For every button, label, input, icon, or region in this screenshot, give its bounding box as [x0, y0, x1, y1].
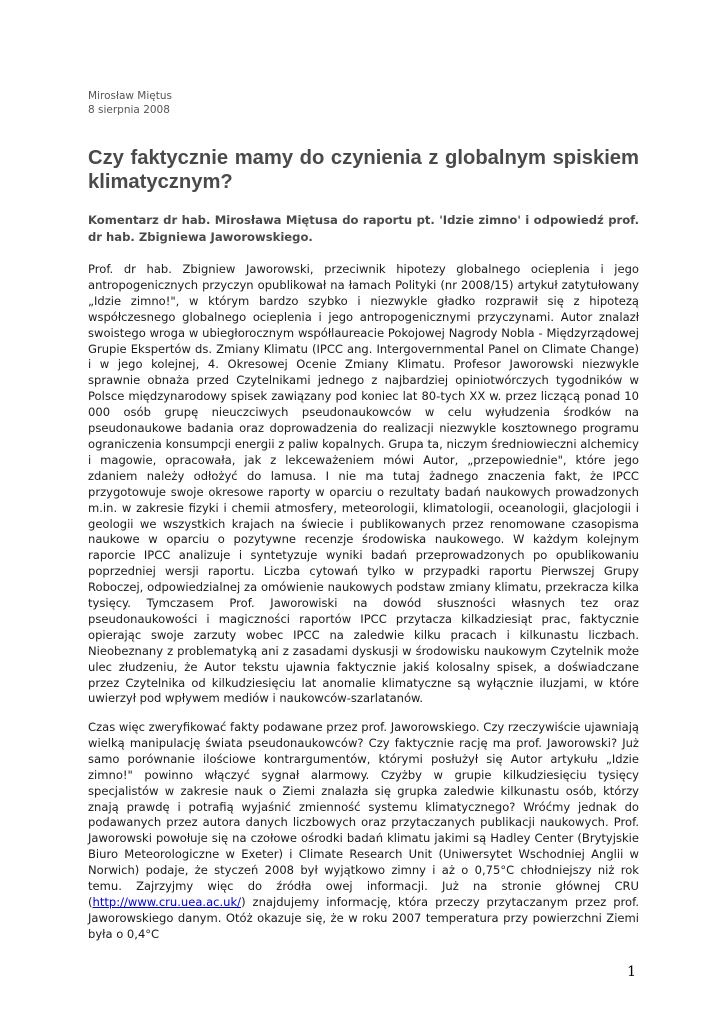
cru-website-link[interactable]: http://www.cru.uea.ac.uk/ [92, 894, 242, 909]
page-number: 1 [627, 964, 636, 980]
paragraph-2-text-start: Czas więc zweryfikować fakty podawane przez prof. Jaworowskiego. Czy rzeczywiście ujawniają wielką manipulację świata pseudonaukowców? Czy faktycznie rację ma prof. Jaworowski? Już samo porównanie ilościowe kontrargumentów, którymi posłużył się Autor artykułu „Idzie zimno!" powinno włączyć sygnał alarmowy. Czyżby w grupie kilkudziesięciu tysięcy specjalistów w zakresie nauk o Ziemi znalazła się grupka zaledwie kilkunastu osób, którzy znają prawdę i potrafią wyjaśnić zmienność systemu klimatycznego? Wróćmy jednak do podawanych przez autora danych liczbowych oraz przytaczanych publikacji naukowych. Prof. Jaworowski powołuje się na czołowe ośrodki badań klimatu jakimi są Hadley Center (Brytyjskie Biuro Meteorologiczne w Exeter) i Climate Research Unit (Uniwersytet Wschodniej Anglii w Norwich) podaje, że styczeń 2008 był wyjątkowo zimny i aż o 0,75°C chłodniejszy niż rok temu. Zajrzyjmy więc do źródła owej informacji. Już na stronie głównej CRU ( [88, 720, 639, 909]
body-paragraph-1: Prof. dr hab. Zbigniew Jaworowski, przeciwnik hipotezy globalnego ocieplenia i jego antropogenicznych przyczyn opublikował na łamach Polityki (nr 2008/15) artykuł zatytułowany „Idzie zimno!", w którym bardzo szybko i niezwykle gładko rozprawił się z hipotezą współczesnego globalnego ocieplenia i jego antropogenicznymi przyczynami. Autor znalazł swoistego wroga w ubiegłorocznym współlaureacie Pokojowej Nagrody Nobla - Międzyrządowej Grupie Ekspertów ds. Zmiany Klimatu (IPCC ang. Intergovernmental Panel on Climate Change) i w jego kolejnej, 4. Okresowej Ocenie Zmiany Klimatu. Profesor Jaworowski niezwykle sprawnie obnaża przed Czytelnikami jednego z najbardziej opiniotwórczych tygodników w Polsce międzynarodowy spisek zawiązany pod koniec lat 80-tych XX w. przez liczącą ponad 10 000 osób grupę nieuczciwych pseudonaukowców w celu wyłudzenia środków na pseudonaukowe badania oraz doprowadzenia do realizacji niezwykle kosztownego programu ograniczenia konsumpcji energii z paliw kopalnych. Grupa ta, niczym średniowieczni alchemicy i magowie, opracowała, jak z lekceważeniem mówi Autor, „przepowiednie", które jego zdaniem należy odłożyć do lamusa. I nie ma tutaj żadnego znaczenia fakt, że IPCC przygotowuje swoje okresowe raporty w oparciu o rezultaty badań naukowych prowadzonych m.in. w zakresie fizyki i chemii atmosfery, meteorologii, klimatologii, oceanologii, glacjologii i geologii we wszystkich krajach na świecie i publikowanych przez renomowane czasopisma naukowe w oparciu o pozytywne recenzje środowiska naukowego. W każdym kolejnym raporcie IPCC analizuje i syntetyzuje wyniki badań przeprowadzonych po opublikowaniu poprzedniej wersji raportu. Liczba cytowań tylko w przypadki raportu Pierwszej Grupy Roboczej, odpowiedzialnej za omówienie naukowych podstaw zmiany klimatu, przekracza kilka tysięcy. Tymczasem Prof. Jaworowiski na dowód słuszności własnych tez oraz pseudonaukowości i magiczności raportów IPCC przytacza kilkadziesiąt prac, faktycznie opierając swoje zarzuty wobec IPCC na zaledwie kilku pracach i kilkunastu liczbach. Nieobeznany z problematyką ani z zasadami dyskusji w środowisku naukowym Czytelnik może ulec złudzeniu, że Autor tekstu ujawnia faktycznie jakiś kolosalny spisek, a doświadczane przez Czytelnika od kilkudziesięciu lat anomalie klimatyczne są wyłącznie iluzjami, w które uwierzył pod wpływem mediów i naukowców-szarlatanów. [88, 262, 639, 706]
paragraph-2-text-end: ) znajdujemy informację, która przeczy przytaczanym przez prof. Jaworowskiego danym. Otóż okazuje się, że w roku 2007 temperatura przy powierzchni Ziemi była o 0,4°C [88, 894, 639, 941]
body-paragraph-2 [88, 720, 639, 943]
article-subtitle: Komentarz dr hab. Mirosława Miętusa do raportu pt. 'Idzie zimno' i odpowiedź prof. dr hab. Zbigniewa Jaworowskiego. [88, 213, 639, 244]
publication-date: 8 sierpnia 2008 [88, 104, 170, 116]
author-name: Mirosław Miętus [88, 90, 172, 102]
document-meta [88, 89, 172, 117]
article-title: Czy faktycznie mamy do czynienia z globalnym spiskiem klimatycznym? [88, 147, 639, 193]
